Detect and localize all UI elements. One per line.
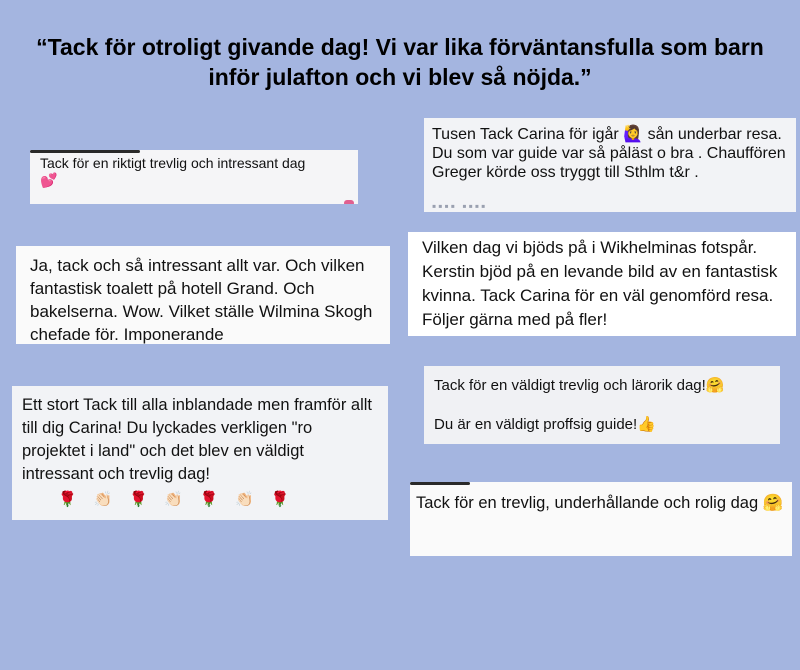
review-text: Vilken dag vi bjöds på i Wikhelminas fotspår. Kerstin bjöd på en levande bild av en fantastisk kvinna. Tack Carina för en väl genomförd resa. Följer gärna med på fler! <box>422 238 778 329</box>
review-card-5 <box>424 366 780 444</box>
review-text: Tack för en trevlig, underhållande och rolig dag 🤗 <box>416 493 784 512</box>
review-line-2: Du är en väldigt proffsig guide!👍 <box>434 415 656 433</box>
review-text: Tack för en riktigt trevlig och intressant dag <box>40 155 306 171</box>
clapping-hands-emoji-icon: 👏🏻 <box>164 490 190 508</box>
rose-emoji-icon: 🌹 <box>128 490 154 508</box>
heart-emoji-icon: 💕 <box>40 173 58 189</box>
rose-emoji-icon: 🌹 <box>58 490 83 508</box>
clapping-hands-emoji-icon: 👏🏻 <box>235 490 261 508</box>
review-card-1 <box>30 150 358 204</box>
thumbs-up-emoji-icon: 👍 <box>637 415 656 433</box>
raising-hand-emoji-icon: 🙋‍♀️ <box>623 124 644 143</box>
hugging-face-emoji-icon: 🤗 <box>762 493 784 512</box>
review-card-3 <box>16 246 390 344</box>
rose-emoji-icon: 🌹 <box>270 490 296 508</box>
review-card-6 <box>12 386 388 520</box>
review-card-2 <box>424 118 796 212</box>
clapping-hands-emoji-icon: 👏🏻 <box>93 490 119 508</box>
emoji-row <box>22 488 378 511</box>
review-text: Ja, tack och så intressant allt var. Och vilken fantastisk toalett på hotell Grand. Och bakelserna. Wow. Vilket ställe Wilmina Skogh chefade för. Imponerande <box>30 256 373 344</box>
review-text: Tusen Tack Carina för igår 🙋‍♀️ sån underbar resa. Du som var guide var så påläst o bra . Chauffören Greger körde oss tryggt till Sthlm t&r . <box>432 124 786 181</box>
review-card-4 <box>408 232 796 336</box>
review-card-7 <box>410 482 792 556</box>
review-text: Ett stort Tack till alla inblandade men framför allt till dig Carina! Du lyckades verkligen "ro projektet i land" och det blev en väldigt intressant och trevlig dag! <box>22 396 373 483</box>
cropped-name-text: ▪▪▪▪ ▪▪▪▪ <box>432 199 488 212</box>
rose-emoji-icon: 🌹 <box>199 490 225 508</box>
hugging-face-emoji-icon: 🤗 <box>705 376 725 394</box>
review-line-1: Tack för en väldigt trevlig och lärorik dag!🤗 <box>434 376 725 394</box>
headline-quote: “Tack för otroligt givande dag! Vi var lika förväntansfulla som barn inför julafton och vi blev så nöjda.” <box>36 34 764 90</box>
